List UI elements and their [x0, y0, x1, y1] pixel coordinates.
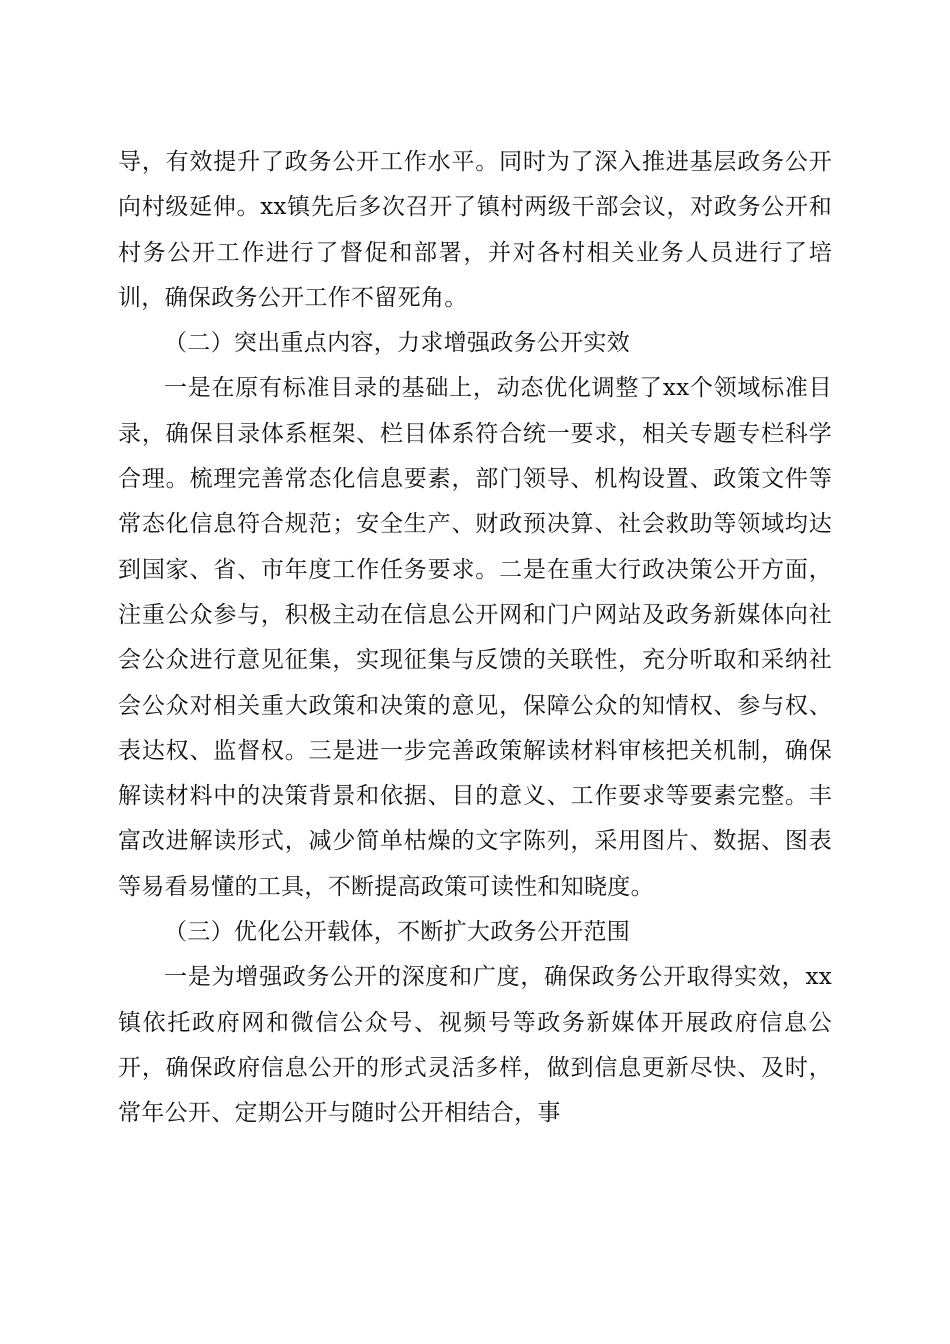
paragraph-continuation: 导，有效提升了政务公开工作水平。同时为了深入推进基层政务公开向村级延伸。xx镇先后多次召开了镇村两级干部会议，对政务公开和村务公开工作进行了督促和部署，并对各村相关业务人员进行了培训，确保政务公开工作不留死角。: [118, 149, 832, 311]
paragraph-section-3: 一是为增强政务公开的深度和广度，确保政务公开取得实效，xx镇依托政府网和微信公众号、视频号等政务新媒体开展政府信息公开，确保政府信息公开的形式灵活多样，做到信息更新尽快、及时，常年公开、定期公开与随时公开相结合，事: [118, 964, 832, 1127]
section-heading-3: （三）优化公开载体，不断扩大政务公开范围: [164, 919, 630, 946]
paragraph-section-2: 一是在原有标准目录的基础上，动态优化调整了xx个领域标准目录，确保目录体系框架、栏目体系符合统一要求，相关专题专栏科学合理。梳理完善常态化信息要素，部门领导、机构设置、政策文件等常态化信息符合规范；安全生产、财政预决算、社会救助等领域均达到国家、省、市年度工作任务要求。二是在重大行政决策公开方面，注重公众参与，积极主动在信息公开网和门户网站及政务新媒体向社会公众进行意见征集，实现征集与反馈的关联性，充分听取和采纳社会公众对相关重大政策和决策的意见，保障公众的知情权、参与权、表达权、监督权。三是进一步完善政策解读材料审核把关机制，确保解读材料中的决策背景和依据、目的意义、工作要求等要素完整。丰富改进解读形式，减少简单枯燥的文字陈列，采用图片、数据、图表等易看易懂的工具，不断提高政策可读性和知晓度。: [118, 375, 832, 900]
section-heading-2: （二）突出重点内容，力求增强政务公开实效: [164, 330, 630, 357]
document-body: [118, 140, 832, 1137]
